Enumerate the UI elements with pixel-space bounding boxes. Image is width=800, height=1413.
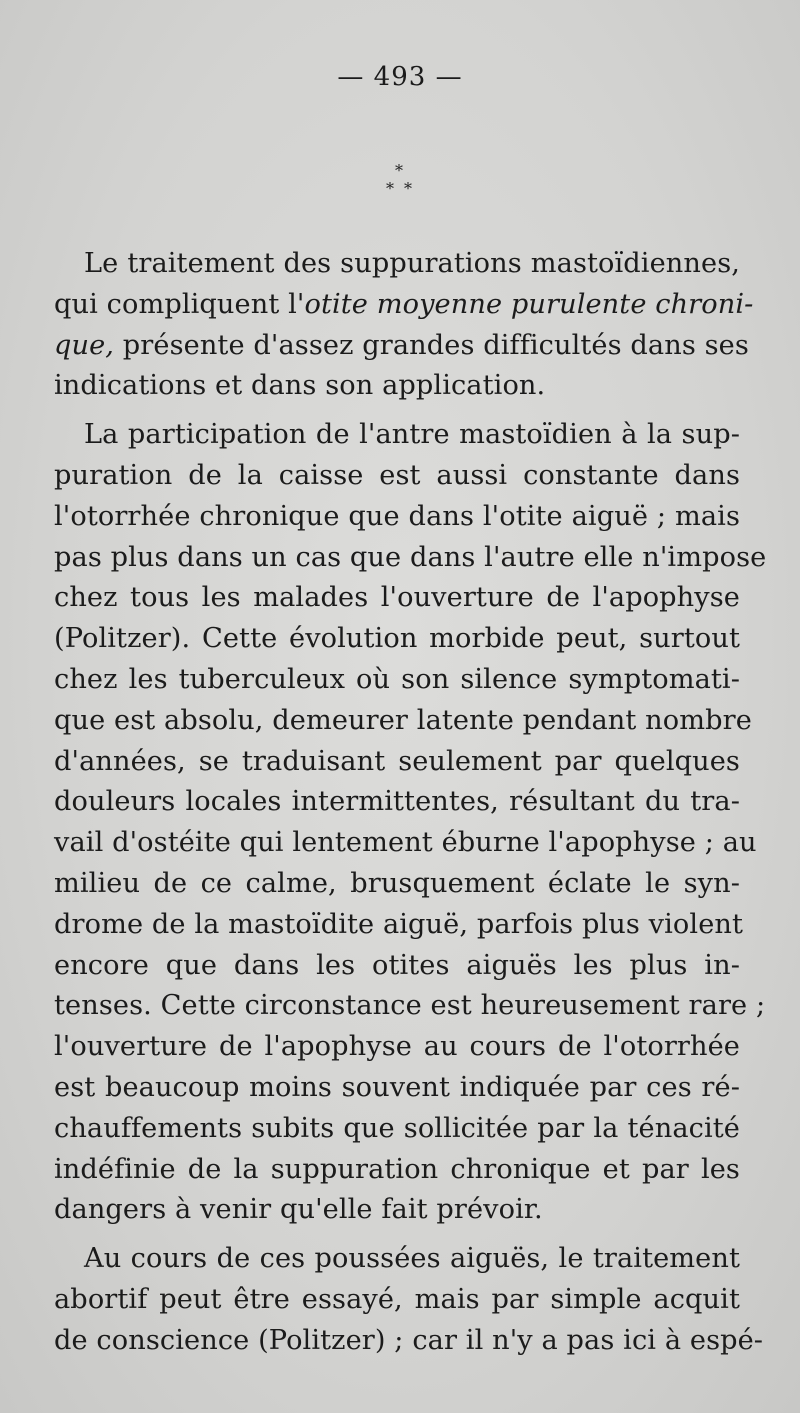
text-line: vail d'ostéite qui lentement éburne l'apophyse ; au [54, 827, 757, 859]
svg-text:*: * [404, 179, 412, 198]
text-line: indéfinie de la suppuration chronique et par les [54, 1153, 740, 1185]
text-line: chauffements subits que sollicitée par la ténacité [54, 1112, 740, 1144]
paragraph-2 [54, 415, 767, 1231]
text-line: dangers à venir qu'elle fait prévoir. [54, 1194, 543, 1226]
italic-run: que, [54, 329, 115, 361]
page-number: — 493 — [337, 62, 463, 92]
text-line: milieu de ce calme, brusquement éclate le syn- [54, 867, 740, 899]
text-line: La participation de l'antre mastoïdien à la sup- [84, 419, 740, 451]
text-line: (Politzer). Cette évolution morbide peut, surtout [54, 623, 740, 655]
text-line: chez tous les malades l'ouverture de l'apophyse [54, 582, 740, 614]
text-line: drome de la mastoïdite aiguë, parfois plus violent [54, 908, 744, 940]
body-text [54, 244, 767, 1362]
text-line [54, 366, 740, 407]
text-line: encore que dans les otites aiguës les plus in- [54, 949, 740, 981]
text-line: abortif peut être essayé, mais par simple acquit [54, 1283, 740, 1315]
text-line: d'années, se traduisant seulement par quelques [54, 745, 740, 777]
text-line: douleurs locales intermittentes, résultant du tra- [54, 786, 740, 818]
italic-run: otite moyenne purulente chroni- [304, 288, 754, 320]
text-line [54, 326, 749, 367]
text-line: Au cours de ces poussées aiguës, le traitement [84, 1243, 740, 1275]
svg-text:*: * [386, 179, 394, 198]
text-run: qui compliquent l' [54, 288, 305, 320]
text-line: de conscience (Politzer) ; car il n'y a pas ici à espé- [54, 1324, 764, 1356]
text-line: que est absolu, demeurer latente pendant nombre [54, 704, 752, 736]
svg-text:*: * [395, 161, 403, 180]
text-run: Le traitement des suppurations mastoïdiennes, [84, 248, 740, 279]
text-run: indications et dans son application. [54, 370, 546, 402]
text-line [54, 285, 754, 326]
text-line: pas plus dans un cas que dans l'autre elle n'impose [54, 541, 767, 573]
text-line [54, 244, 740, 285]
paragraph-1 [54, 244, 754, 407]
asterism-separator [381, 160, 417, 200]
text-line: est beaucoup moins souvent indiquée par ces ré- [54, 1071, 740, 1103]
paragraph-3 [54, 1239, 764, 1361]
text-line: l'ouverture de l'apophyse au cours de l'otorrhée [54, 1031, 740, 1063]
text-line: tenses. Cette circonstance est heureusement rare ; [54, 990, 766, 1022]
text-line: chez les tuberculeux où son silence symptomati- [54, 663, 740, 695]
text-run: présente d'assez grandes difficultés dans ses [114, 329, 749, 361]
text-line: puration de la caisse est aussi constante dans [54, 459, 740, 491]
text-line: l'otorrhée chronique que dans l'otite aiguë ; mais [54, 500, 740, 532]
